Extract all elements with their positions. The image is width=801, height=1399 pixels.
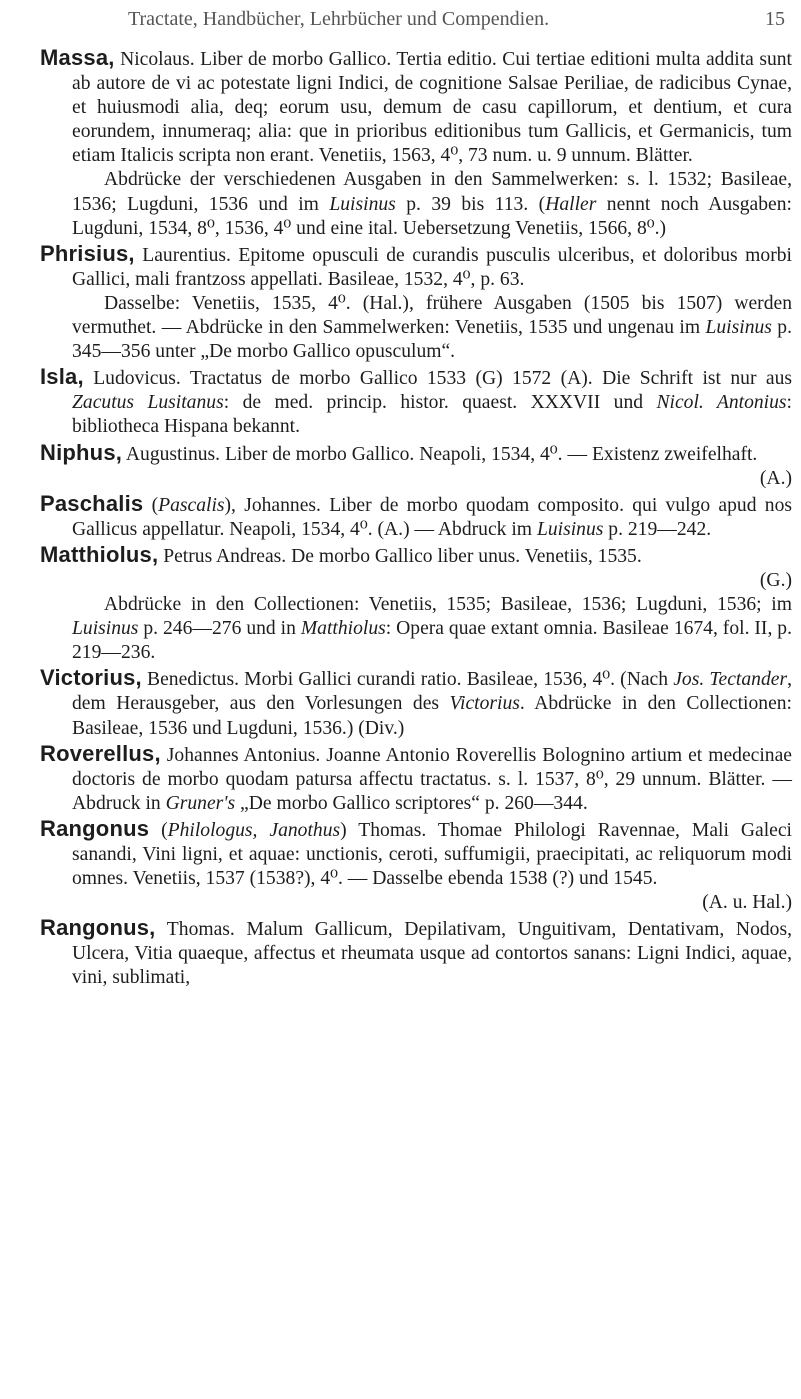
entry-continuation-paragraph bbox=[72, 292, 792, 364]
entry-italic-name: Zacutus Lusitanus bbox=[72, 392, 224, 414]
bibliography-entry bbox=[40, 543, 792, 665]
entry-italic-name: Nicol. Antonius bbox=[656, 392, 787, 414]
bibliography-entry bbox=[40, 242, 792, 364]
entry-text: ) Thomas. Thomae Philologi Ravennae, Mali Galeci sanandi, Vini ligni, et aquae: unctionis, ceroti, suffumigii, praecipitati, ac reliquorum modi omnes. Venetiis, 1537 (1538?), 4⁰. — Dasselbe ebenda 1538 (?) und 1545. bbox=[72, 819, 792, 890]
entry-continuation-paragraph bbox=[72, 593, 792, 665]
entry-italic-name: Luisinus bbox=[705, 317, 772, 339]
entry-author-heading: Victorius, bbox=[40, 665, 142, 691]
entry-text: Augustinus. Liber de morbo Gallico. Neapoli, 1534, 4⁰. — Existenz zweifelhaft. bbox=[122, 443, 758, 465]
entry-text: Abdrücke der verschiedenen Ausgaben in den Sammelwerken: s. l. 1532; Basileae, 1536; Lugduni, 1536 und im bbox=[72, 169, 792, 215]
running-head-title: Tractate, Handbücher, Lehrbücher und Compendien. bbox=[128, 8, 550, 30]
entry-text: : de med. princip. histor. quaest. XXXVII und bbox=[223, 392, 657, 414]
entry-text: Ludovicus. Tractatus de morbo Gallico 1533 (G) 1572 (A). Die Schrift ist nur aus bbox=[83, 368, 792, 390]
entry-source-sigil: (G.) bbox=[759, 569, 792, 591]
entry-continuation-paragraph bbox=[72, 168, 792, 240]
entry-text: Benedictus. Morbi Gallici curandi ratio. Basileae, 1536, 4⁰. (Nach bbox=[141, 669, 674, 691]
entry-text: p. 246—276 und in bbox=[138, 618, 301, 640]
entry-text: p. 39 bis 113. ( bbox=[395, 193, 546, 215]
entry-author-heading: Massa, bbox=[40, 45, 115, 70]
entry-author-heading: Roverellus, bbox=[40, 740, 161, 766]
entry-italic-name: Gruner's bbox=[165, 792, 236, 814]
entry-text: „De morbo Gallico scriptores“ p. 260—344. bbox=[235, 792, 588, 814]
entry-text: , dem Herausgeber, aus den Vorlesungen des bbox=[72, 669, 792, 715]
entry-text: : bibliotheca Hispana bekannt. bbox=[72, 392, 792, 438]
entry-italic-name: Luisinus bbox=[329, 193, 396, 215]
bibliography-entries bbox=[40, 46, 792, 992]
entry-source-sigil: (A.) bbox=[759, 467, 792, 489]
entry-text: Petrus Andreas. De morbo Gallico liber unus. Venetiis, 1535. bbox=[158, 545, 642, 567]
entry-italic-name: Haller bbox=[545, 193, 597, 215]
running-head bbox=[0, 8, 801, 34]
entry-text: Nicolaus. Liber de morbo Gallico. Tertia editio. Cui tertiae editioni multa addita sunt ab autore de vi ac potestate ligni Indici, de cognitione Salsae Periliae, de radicibus Cynae, et huiusmodi alia, deq; eorum usu, demum de casu capillorum, et dentium, et cura eorundem, innumeraq; alia: que in prioribus editionibus tum Gallicis, et Germanicis, tum etiam Italicis scripta non erant. Venetiis, 1563, 4⁰, 73 num. u. 9 unnum. Blätter. bbox=[72, 49, 792, 167]
entry-author-heading: Phrisius, bbox=[40, 240, 135, 266]
entry-italic-name: Pascalis bbox=[158, 494, 225, 516]
entry-italic-name: Matthiolus bbox=[300, 618, 386, 640]
bibliography-entry bbox=[40, 441, 792, 491]
bibliography-entry bbox=[40, 666, 792, 740]
entry-text: Thomas. Malum Gallicum, Depilativam, Unguitivam, Dentativam, Nodos, Ulcera, Vitia quaeque, affectus et rheumata usque ad contortos sanans: Ligni Indici, aquae, vini, sublimati, bbox=[72, 919, 792, 989]
entry-text: : Opera quae extant omnia. Basileae 1674, fol. II, p. 219—236. bbox=[72, 618, 792, 664]
entry-text: ), Johannes. Liber de morbo quodam composito. qui vulgo apud nos Gallicus appellatur. Neapoli, 1534, 4⁰. (A.) — Abdruck im bbox=[72, 494, 792, 540]
entry-text: p. 219—242. bbox=[603, 518, 712, 540]
entry-italic-name: Luisinus bbox=[536, 518, 604, 540]
bibliography-entry bbox=[40, 742, 792, 816]
bibliography-entry bbox=[40, 916, 792, 990]
entry-source-sigil: (A. u. Hal.) bbox=[702, 892, 792, 914]
entry-text: . Abdrücke in den Collectionen: Basileae, 1536 und Lugduni, 1536.) (Div.) bbox=[72, 693, 793, 739]
entry-text: Laurentius. Epitome opusculi de curandis pusculis ulceribus, et doloribus morbi Gallici, mali frantzoss appellati. Basileae, 1532, 4⁰, p. 63. bbox=[72, 244, 792, 290]
entry-text: ( bbox=[143, 494, 159, 516]
entry-text: nennt noch Ausgaben: Lugduni, 1534, 8⁰, 1536, 4⁰ und eine ital. Uebersetzung Venetiis, 1566, 8⁰.) bbox=[72, 193, 792, 239]
entry-author-heading: Isla, bbox=[40, 364, 84, 390]
entry-author-heading: Paschalis bbox=[40, 490, 144, 516]
bibliography-entry bbox=[40, 46, 792, 241]
entry-author-heading: Matthiolus, bbox=[40, 541, 159, 567]
entry-italic-name: Jos. Tectander bbox=[673, 669, 788, 691]
entry-author-heading: Rangonus bbox=[40, 815, 150, 841]
entry-text: p. 345—356 unter „De morbo Gallico opusculum“. bbox=[72, 317, 792, 363]
entry-author-heading: Rangonus, bbox=[40, 915, 156, 941]
entry-italic-name: Victorius bbox=[449, 693, 520, 715]
entry-text: Johannes Antonius. Joanne Antonio Roverellis Bolognino artium et medecinae doctoris de morbo quodam patursa affectu tractatus. s. l. 1537, 8⁰, 29 unnum. Blätter. — Abdruck in bbox=[72, 744, 792, 814]
bibliography-entry bbox=[40, 365, 792, 439]
entry-italic-name: Philologus, Janothus bbox=[167, 819, 341, 841]
entry-text: Dasselbe: Venetiis, 1535, 4⁰. (Hal.), frühere Ausgaben (1505 bis 1507) werden vermuthet. — Abdrücke in den Sammelwerken: Venetiis, 1535 und ungenau im bbox=[72, 292, 792, 339]
entry-text: ( bbox=[149, 819, 168, 841]
bibliography-entry bbox=[40, 817, 792, 915]
bibliography-entry bbox=[40, 492, 792, 542]
entry-author-heading: Niphus, bbox=[40, 439, 123, 465]
entry-text: Abdrücke in den Collectionen: Venetiis, 1535; Basileae, 1536; Lugduni, 1536; im bbox=[104, 594, 792, 616]
page-number: 15 bbox=[765, 8, 785, 30]
entry-italic-name: Luisinus bbox=[72, 618, 139, 640]
